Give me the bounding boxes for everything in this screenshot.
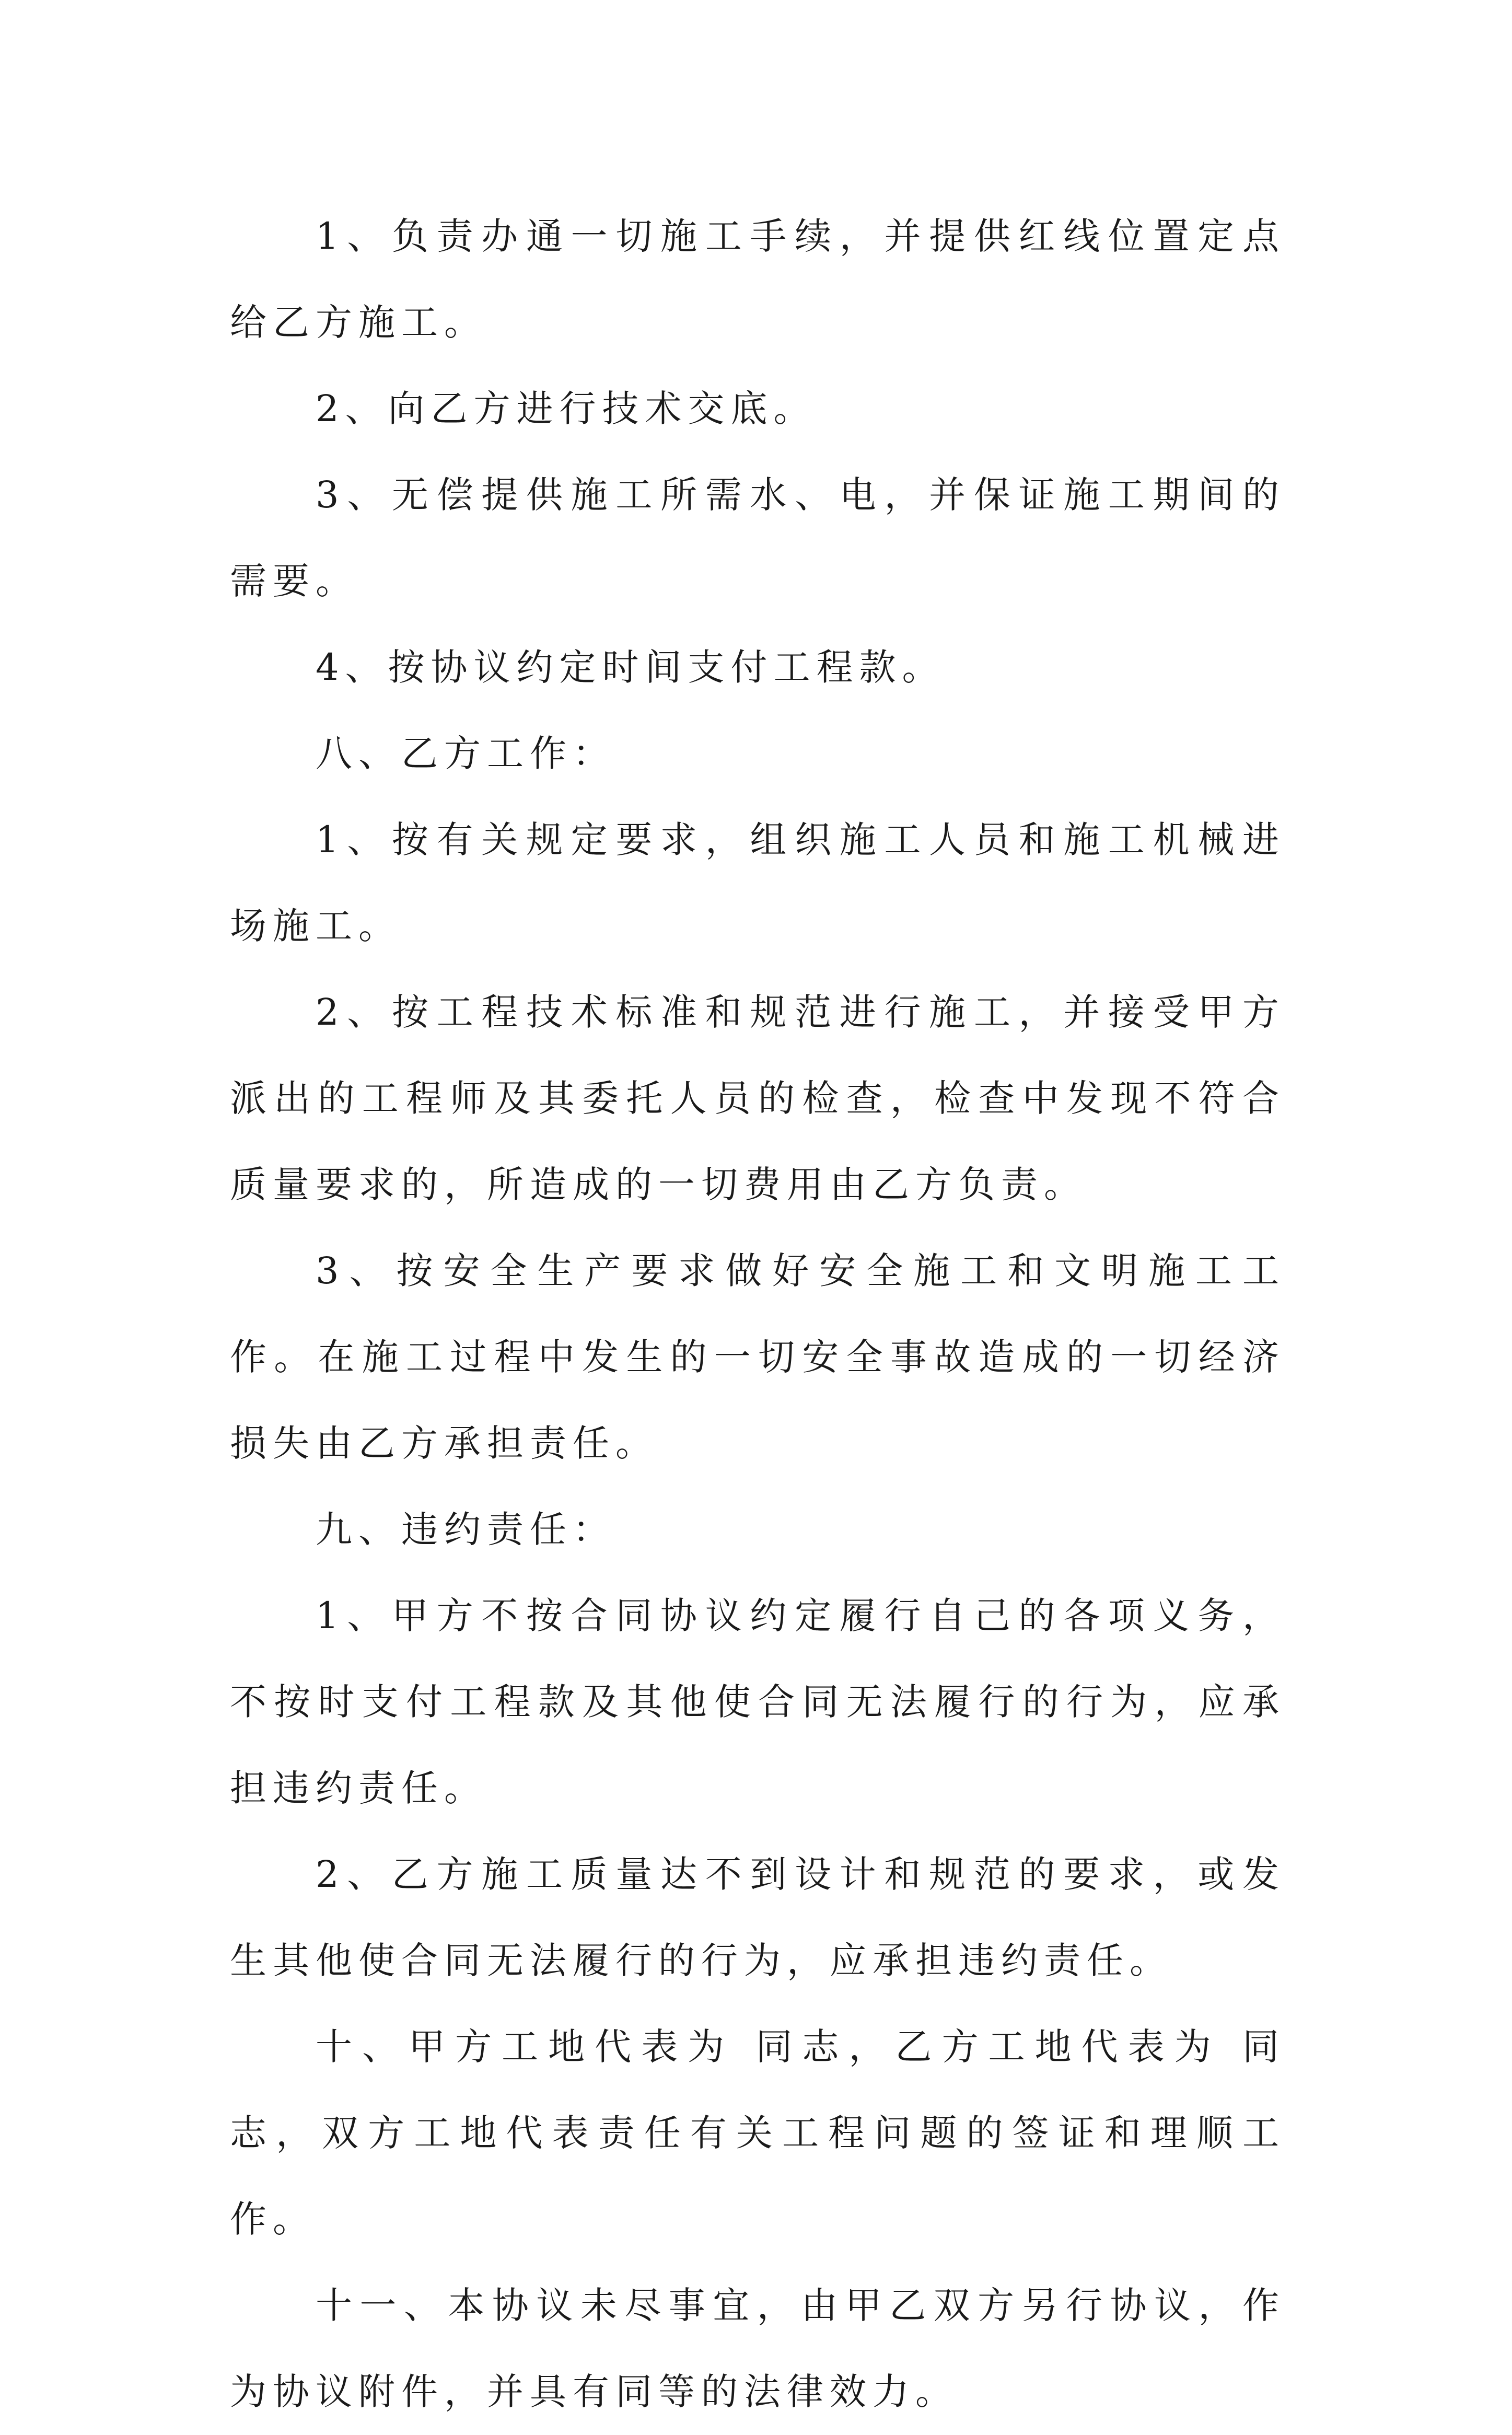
paragraph-party-b-3: 3、按安全生产要求做好安全施工和文明施工工作。在施工过程中发生的一切安全事故造成的一切经济损失由乙方承担责任。 (230, 1249, 1285, 1465)
section-heading-party-b-work: 八、乙方工作： (316, 732, 615, 775)
paragraph-site-representatives: 十、甲方工地代表为 同志，乙方工地代表为 同志，双方工地代表责任有关工程问题的签证和理顺工作。 (230, 2025, 1285, 2241)
paragraph-party-b-2: 2、按工程技术标准和规范进行施工，并接受甲方派出的工程师及其委托人员的检查，检查中发现不符合质量要求的，所造成的一切费用由乙方负责。 (230, 991, 1285, 1206)
paragraph-duty-3: 3、无偿提供施工所需水、电，并保证施工期间的需要。 (230, 473, 1285, 602)
paragraph-supplementary-terms: 十一、本协议未尽事宜，由甲乙双方另行协议，作为协议附件，并具有同等的法律效力。 (230, 2284, 1285, 2413)
paragraph-breach-1: 1、甲方不按合同协议约定履行自己的各项义务，不按时支付工程款及其他使合同无法履行的行为，应承担违约责任。 (230, 1594, 1285, 1810)
document-body (230, 193, 1285, 2435)
paragraph-breach-2: 2、乙方施工质量达不到设计和规范的要求，或发生其他使合同无法履行的行为，应承担违约责任。 (230, 1853, 1285, 1982)
paragraph-duty-2: 2、向乙方进行技术交底。 (316, 387, 817, 430)
paragraph-party-b-1: 1、按有关规定要求，组织施工人员和施工机械进场施工。 (230, 818, 1285, 947)
paragraph-duty-4: 4、按协议约定时间支付工程款。 (316, 646, 945, 689)
section-heading-breach-liability: 九、违约责任： (316, 1508, 615, 1551)
paragraph-duty-1: 1、负责办通一切施工手续，并提供红线位置定点给乙方施工。 (230, 215, 1285, 344)
